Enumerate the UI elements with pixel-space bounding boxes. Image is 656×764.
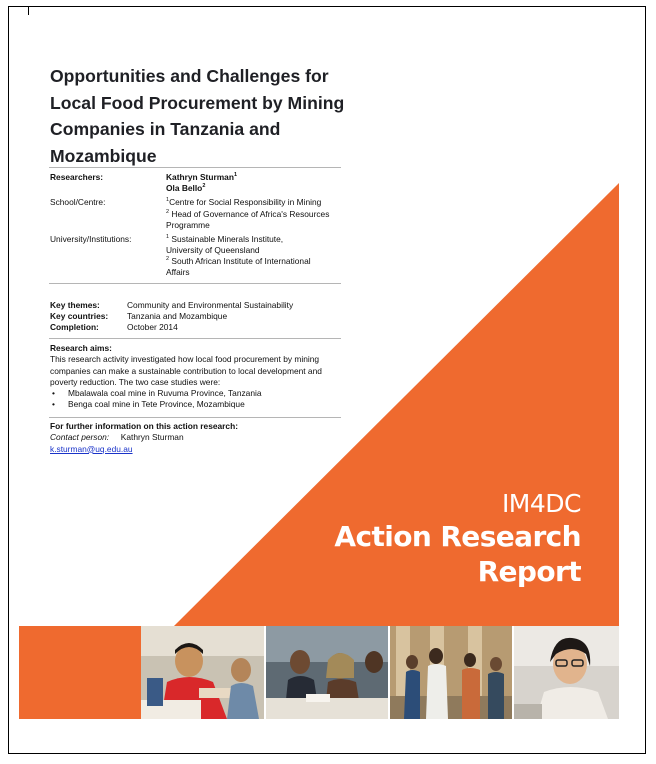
countries-label: Key countries:: [50, 311, 109, 321]
photo-strip: [141, 626, 619, 719]
researchers-label: Researchers:: [50, 172, 104, 182]
divider: [49, 417, 341, 418]
aims-text: This research activity investigated how local food procurement by mining companies can make a sustainable contribution to local development and poverty reduction. The two case studies were:: [50, 354, 322, 387]
report-title: Opportunities and Challenges for Local Food Procurement by Mining Companies in Tanzania and Mozambique: [50, 66, 345, 166]
school-label: School/Centre:: [50, 197, 106, 207]
contact-email-link[interactable]: k.sturman@uq.edu.au: [50, 443, 133, 454]
themes-label: Key themes:: [50, 300, 100, 310]
countries-value: Tanzania and Mozambique: [127, 311, 228, 321]
completion-value: October 2014: [127, 322, 178, 332]
list-item: • Benga coal mine in Tete Province, Mozambique: [52, 399, 245, 410]
aims-heading: Research aims:: [50, 343, 112, 353]
contact-heading: For further information on this action research:: [50, 421, 238, 431]
contact-person: Contact person: Kathryn Sturman: [50, 432, 184, 443]
school-2: $^2$ Head of Governance of Africa's Resources Programme: [166, 209, 330, 231]
report-cover: [8, 6, 646, 754]
photo-student-writing: [141, 626, 264, 719]
brand-action-research: Action Research: [334, 520, 581, 553]
themes-value: Community and Environmental Sustainability: [127, 300, 294, 310]
researcher-1: Kathryn Sturman$^1$: [166, 172, 238, 182]
completion-label: Completion:: [50, 322, 99, 332]
photo-woman-portrait: [514, 626, 619, 719]
photo-group-meeting: [266, 626, 388, 719]
case-study-list: [50, 388, 350, 411]
brand-im4dc: IM4DC: [501, 489, 581, 518]
list-item: • Mbalawala coal mine in Ruvuma Province, Tanzania: [52, 388, 262, 399]
key-details: [50, 300, 350, 336]
university-2: $^2$ South African Institute of International Affairs: [166, 256, 311, 278]
researchers-block: [50, 172, 350, 278]
divider: [49, 167, 341, 168]
university-1: $^1$ Sustainable Minerals Institute, University of Queensland: [166, 234, 284, 256]
divider: [49, 338, 341, 339]
school-1: $^1$Centre for Social Responsibility in Mining: [166, 197, 322, 207]
photo-campus-conversation: [390, 626, 512, 719]
research-aims: [50, 343, 350, 411]
university-label: University/Institutions:: [50, 234, 132, 244]
brand-report: Report: [477, 555, 581, 588]
contact-block: [50, 421, 350, 455]
researcher-2: Ola Bello$^2$: [166, 183, 206, 193]
divider: [49, 283, 341, 284]
